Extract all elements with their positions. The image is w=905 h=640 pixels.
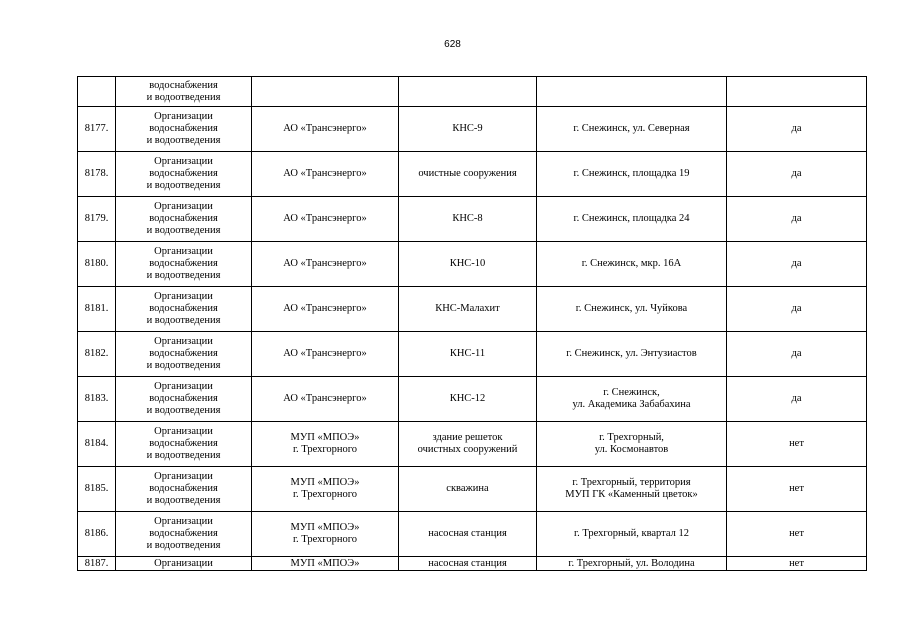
cell-object bbox=[399, 467, 537, 512]
category-line: и водоотведения bbox=[146, 270, 221, 281]
cell-flag bbox=[727, 77, 867, 107]
cell-flag: да bbox=[727, 377, 867, 422]
page-number: 628 bbox=[444, 39, 461, 50]
address-line: г. Снежинск, ул. Чуйкова bbox=[575, 303, 688, 314]
row-number: 8181. bbox=[78, 287, 116, 332]
category-line: водоснабжения bbox=[149, 483, 218, 494]
cell-address bbox=[537, 197, 727, 242]
category-line: Организации bbox=[154, 426, 213, 437]
cell-category bbox=[116, 152, 252, 197]
address-line: г. Снежинск, площадка 24 bbox=[573, 213, 690, 224]
category-line: Организации bbox=[154, 557, 213, 569]
cell-object bbox=[399, 377, 537, 422]
table-row bbox=[78, 77, 867, 107]
row-number: 8183. bbox=[78, 377, 116, 422]
cell-org bbox=[252, 287, 399, 332]
table-row bbox=[78, 422, 867, 467]
cell-org bbox=[252, 77, 399, 107]
cell-category bbox=[116, 107, 252, 152]
object-line: КНС-8 bbox=[452, 213, 483, 224]
cell-object bbox=[399, 152, 537, 197]
category-line: водоснабжения bbox=[149, 79, 218, 91]
address-line: ул. Академика Забабахина bbox=[572, 399, 691, 410]
cell-category bbox=[116, 422, 252, 467]
cell-flag: нет bbox=[727, 512, 867, 557]
cell-address bbox=[537, 512, 727, 557]
category-line: и водоотведения bbox=[146, 495, 221, 506]
table-row bbox=[78, 197, 867, 242]
registry-table-body bbox=[78, 77, 867, 571]
category-line: водоснабжения bbox=[149, 258, 218, 269]
address-line: г. Снежинск, площадка 19 bbox=[573, 168, 690, 179]
org-line: АО «Трансэнерго» bbox=[283, 393, 367, 404]
object-line: КНС-10 bbox=[449, 258, 486, 269]
cell-address bbox=[537, 377, 727, 422]
cell-org bbox=[252, 152, 399, 197]
object-line: КНС-11 bbox=[449, 348, 486, 359]
cell-object bbox=[399, 242, 537, 287]
row-number: 8185. bbox=[78, 467, 116, 512]
row-number: 8178. bbox=[78, 152, 116, 197]
category-line: Организации bbox=[154, 516, 213, 527]
address-line: МУП ГК «Каменный цветок» bbox=[565, 489, 698, 500]
category-line: и водоотведения bbox=[146, 540, 221, 551]
org-line: МУП «МПОЭ» bbox=[290, 557, 360, 569]
row-number: 8180. bbox=[78, 242, 116, 287]
category-line: и водоотведения bbox=[146, 225, 221, 236]
category-line: и водоотведения bbox=[146, 135, 221, 146]
category-line: Организации bbox=[154, 336, 213, 347]
object-line: КНС-9 bbox=[452, 123, 483, 134]
row-number: 8184. bbox=[78, 422, 116, 467]
object-line: очистные сооружения bbox=[418, 168, 517, 179]
address-line: ул. Космонавтов bbox=[594, 444, 669, 455]
cell-object bbox=[399, 287, 537, 332]
cell-flag: нет bbox=[727, 557, 867, 571]
org-line: г. Трехгорного bbox=[292, 534, 358, 545]
cell-address bbox=[537, 332, 727, 377]
org-line: г. Трехгорного bbox=[292, 489, 358, 500]
category-line: и водоотведения bbox=[146, 360, 221, 371]
cell-flag: да bbox=[727, 287, 867, 332]
cell-org bbox=[252, 107, 399, 152]
table-row bbox=[78, 242, 867, 287]
org-line: АО «Трансэнерго» bbox=[283, 303, 367, 314]
category-line: Организации bbox=[154, 111, 213, 122]
address-line: г. Снежинск, ул. Северная bbox=[573, 123, 690, 134]
category-line: водоснабжения bbox=[149, 123, 218, 134]
cell-org bbox=[252, 197, 399, 242]
category-line: водоснабжения bbox=[149, 303, 218, 314]
category-line: Организации bbox=[154, 201, 213, 212]
cell-flag: нет bbox=[727, 422, 867, 467]
category-line: и водоотведения bbox=[146, 180, 221, 191]
cell-address bbox=[537, 77, 727, 107]
org-line: МУП «МПОЭ» bbox=[290, 432, 360, 443]
cell-org bbox=[252, 422, 399, 467]
address-line: г. Трехгорный, территория bbox=[572, 477, 691, 488]
cell-org bbox=[252, 332, 399, 377]
cell-address bbox=[537, 242, 727, 287]
cell-address bbox=[537, 287, 727, 332]
cell-object bbox=[399, 557, 537, 571]
row-number: 8179. bbox=[78, 197, 116, 242]
cell-address bbox=[537, 467, 727, 512]
cell-object bbox=[399, 332, 537, 377]
category-line: Организации bbox=[154, 471, 213, 482]
table-row bbox=[78, 557, 867, 571]
object-line: скважина bbox=[446, 483, 489, 494]
category-line: Организации bbox=[154, 246, 213, 257]
org-line: МУП «МПОЭ» bbox=[290, 477, 360, 488]
category-line: водоснабжения bbox=[149, 348, 218, 359]
registry-table bbox=[77, 76, 867, 571]
object-line: очистных сооружений bbox=[417, 444, 518, 455]
category-line: водоснабжения bbox=[149, 168, 218, 179]
cell-address bbox=[537, 152, 727, 197]
cell-category bbox=[116, 287, 252, 332]
category-line: водоснабжения bbox=[149, 393, 218, 404]
cell-category bbox=[116, 77, 252, 107]
table-row bbox=[78, 287, 867, 332]
category-line: водоснабжения bbox=[149, 213, 218, 224]
cell-object bbox=[399, 77, 537, 107]
address-line: г. Трехгорный, квартал 12 bbox=[573, 528, 690, 539]
address-line: г. Снежинск, мкр. 16А bbox=[581, 258, 682, 269]
org-line: АО «Трансэнерго» bbox=[283, 123, 367, 134]
category-line: Организации bbox=[154, 291, 213, 302]
cell-address bbox=[537, 107, 727, 152]
category-line: и водоотведения bbox=[146, 405, 221, 416]
cell-flag: да bbox=[727, 152, 867, 197]
cell-address bbox=[537, 422, 727, 467]
cell-object bbox=[399, 107, 537, 152]
cell-org bbox=[252, 467, 399, 512]
category-line: водоснабжения bbox=[149, 528, 218, 539]
category-line: водоснабжения bbox=[149, 438, 218, 449]
org-line: АО «Трансэнерго» bbox=[283, 258, 367, 269]
cell-flag: да bbox=[727, 107, 867, 152]
cell-category bbox=[116, 512, 252, 557]
row-number bbox=[78, 77, 116, 107]
cell-object bbox=[399, 197, 537, 242]
cell-category bbox=[116, 332, 252, 377]
category-line: Организации bbox=[154, 381, 213, 392]
org-line: АО «Трансэнерго» bbox=[283, 348, 367, 359]
object-line: КНС-12 bbox=[449, 393, 486, 404]
object-line: здание решеток bbox=[432, 432, 503, 443]
address-line: г. Снежинск, ул. Энтузиастов bbox=[566, 348, 697, 359]
org-line: АО «Трансэнерго» bbox=[283, 168, 367, 179]
cell-object bbox=[399, 422, 537, 467]
table-row bbox=[78, 332, 867, 377]
row-number: 8186. bbox=[78, 512, 116, 557]
cell-category bbox=[116, 242, 252, 287]
category-line: и водоотведения bbox=[146, 91, 221, 103]
row-number: 8177. bbox=[78, 107, 116, 152]
category-line: Организации bbox=[154, 156, 213, 167]
cell-org bbox=[252, 377, 399, 422]
org-line: г. Трехгорного bbox=[292, 444, 358, 455]
cell-category bbox=[116, 557, 252, 571]
table-row bbox=[78, 467, 867, 512]
address-line: г. Трехгорный, bbox=[599, 432, 664, 443]
table-row bbox=[78, 377, 867, 422]
table-row bbox=[78, 152, 867, 197]
cell-flag: да bbox=[727, 332, 867, 377]
cell-object bbox=[399, 512, 537, 557]
cell-category bbox=[116, 197, 252, 242]
cell-category bbox=[116, 377, 252, 422]
row-number: 8187. bbox=[78, 557, 116, 571]
category-line: и водоотведения bbox=[146, 315, 221, 326]
table-row bbox=[78, 512, 867, 557]
table-row bbox=[78, 107, 867, 152]
org-line: МУП «МПОЭ» bbox=[290, 522, 360, 533]
cell-category bbox=[116, 467, 252, 512]
address-line: г. Трехгорный, ул. Володина bbox=[568, 557, 695, 569]
cell-address bbox=[537, 557, 727, 571]
object-line: насосная станция bbox=[428, 528, 507, 539]
cell-org bbox=[252, 557, 399, 571]
cell-flag: да bbox=[727, 242, 867, 287]
cell-org bbox=[252, 512, 399, 557]
org-line: АО «Трансэнерго» bbox=[283, 213, 367, 224]
cell-flag: да bbox=[727, 197, 867, 242]
row-number: 8182. bbox=[78, 332, 116, 377]
object-line: насосная станция bbox=[428, 557, 507, 569]
address-line: г. Снежинск, bbox=[603, 387, 660, 398]
category-line: и водоотведения bbox=[146, 450, 221, 461]
cell-org bbox=[252, 242, 399, 287]
cell-flag: нет bbox=[727, 467, 867, 512]
object-line: КНС-Малахит bbox=[435, 303, 500, 314]
